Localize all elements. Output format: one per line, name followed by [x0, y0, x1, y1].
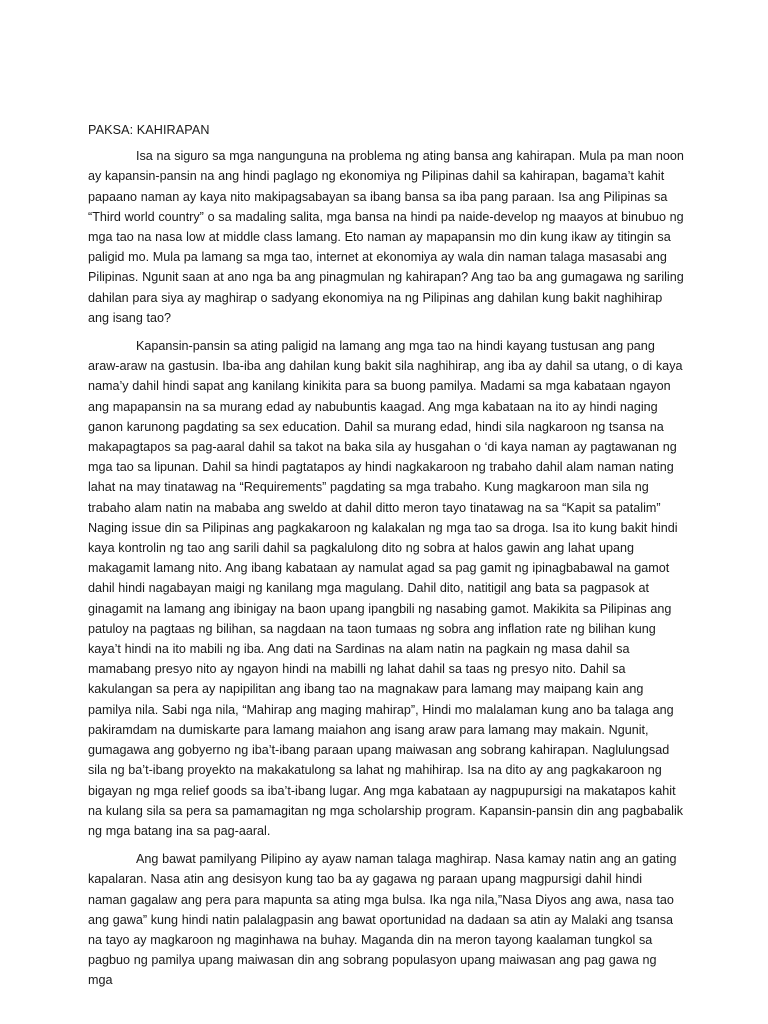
document-heading: PAKSA: KAHIRAPAN [88, 123, 210, 137]
paragraph-2: Kapansin-pansin sa ating paligid na lamang ang mga tao na hindi kayang tustusan ang pang araw-araw na gastusin. Iba-iba ang dahilan kung bakit sila naghihirap, ang iba ay dahil sa utang, o di kaya nama’y dahil hindi sapat ang kanilang kinikita para sa buong pamilya. Madami sa mga kabataan ngayon ang mapapansin na sa murang edad ay nabubuntis kaagad. Ang mga kabataan na ito ay hindi naging ganon karunong pagdating sa sex education. Dahil sa murang edad, hindi sila nagkaroon ng tsansa na makapagtapos sa pag-aaral dahil sa takot na baka sila ay husgahan o ‘di kaya naman ay pagtawanan ng mga tao sa lipunan. Dahil sa hindi pagtatapos ay hindi nagkakaroon ng trabaho dahil alam naman nating lahat na may tinatawag na “Requirements” pagdating sa mga trabaho. Kung magkaroon man sila ng trabaho alam natin na mababa ang sweldo at dahil ditto meron tayo tinatawag na sa “Kapit sa patalim” Naging issue din sa Pilipinas ang pagkakaroon ng kalakalan ng mga tao sa droga. Isa ito kung bakit hindi kaya kontrolin ng tao ang sarili dahil sa pagkalulong dito ng sobra at halos gawin ang lahat upang makagamit lamang nito. Ang ibang kabataan ay namulat agad sa pag gamit ng ipinagbabawal na gamot dahil hindi nagabayan maigi ng kanilang mga magulang. Dahil dito, natitigil ang bata sa pagpasok at ginagamit na lamang ang ibinigay na baon upang ipangbili ng nasabing gamot. Makikita sa Pilipinas ang patuloy na pagtaas ng bilihan, sa nagdaan na taon tumaas ng sobra ang inflation rate ng bilihan kung kaya’t hindi na ito mabili ng iba. Ang dati na Sardinas na alam natin na pagkain ng masa dahil sa mamabang presyo nito ay ngayon hindi na mabilli ng lahat dahil sa taas ng presyo nito. Dahil sa kakulangan sa pera ay napipilitan ang ibang tao na magnakaw para lamang may maipang kain ang pamilya nila. Sabi nga nila, “Mahirap ang maging mahirap”, Hindi mo malalaman kung ano ba talaga ang pakiramdam na dumiskarte para lamang maiahon ang isang araw para lamang may makain. Ngunit, gumagawa ang gobyerno ng iba’t-ibang paraan upang maiwasan ang sobrang kahirapan. Naglulungsad sila ng ba’t-ibang proyekto na makakatulong sa lahat ng mahihirap. Isa na dito ay ang pagkakaroon ng bigayan ng mga relief goods sa iba’t-ibang lugar. Ang mga kabataan ay nagpupursigi na makatapos kahit na kulang sila sa pera sa pamamagitan ng mga scholarship program. Kapansin-pansin din ang pagbabalik ng mga batang ina sa pag-aaral. [88, 339, 684, 838]
paragraph-3: Ang bawat pamilyang Pilipino ay ayaw naman talaga maghirap. Nasa kamay natin ang an gating kapalaran. Nasa atin ang desisyon kung tao ba ay gagawa ng paraan upang magpursigi dahil hindi naman gagalaw ang pera para mapunta sa ating mga bulsa. Ika nga nila,”Nasa Diyos ang awa, nasa tao ang gawa” kung hindi natin palalagpasin ang bawat oportunidad na dadaan sa atin ay Malaki ang tsansa na tayo ay magkaroon ng maginhawa na buhay. Maganda din na meron tayong kaalaman tungkol sa pagbuo ng pamilya upang maiwasan din ang sobrang populasyon upang maiwasan ang pag gawa ng mga [88, 852, 677, 988]
paragraph-1: Isa na siguro sa mga nangunguna na problema ng ating bansa ang kahirapan. Mula pa man noon ay kapansin-pansin na ang hindi paglago ng ekonomiya ng Pilipinas dahil sa kahirapan, bagama’t kahit papaano naman ay kaya nito makipagsabayan sa ibang bansa sa iba pang paraan. Isa ang Pilipinas sa “Third world country” o sa madaling salita, mga bansa na hindi pa naide-develop ng maayos at binubuo ng mga tao na nasa low at middle class lamang. Eto naman ay mapapansin mo din kung ikaw ay titingin sa paligid mo. Mula pa lamang sa mga tao, internet at ekonomiya ay wala din naman talaga masasabi ang Pilipinas. Ngunit saan at ano nga ba ang pinagmulan ng kahirapan? Ang tao ba ang gumagawa ng sariling dahilan para siya ay maghirap o sadyang ekonomiya na ng Pilipinas ang dahilan kung bakit naghihirap ang isang tao? [88, 149, 684, 325]
